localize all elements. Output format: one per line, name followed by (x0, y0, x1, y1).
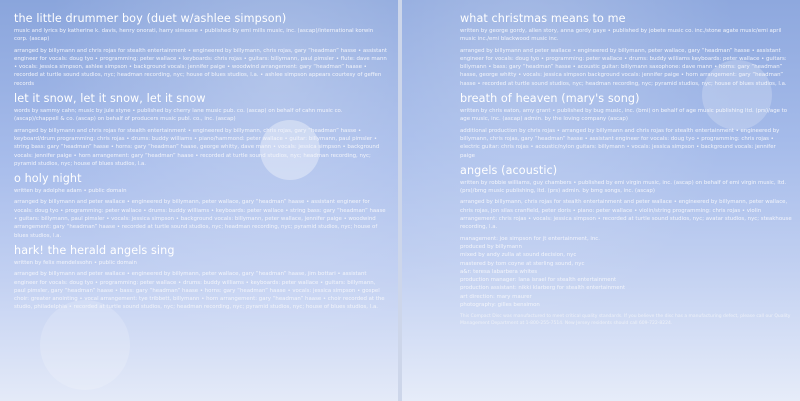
song-writers: written by george gordy, allen story, anna gordy gaye • published by jobete music co. inc./stone agate music/emi april music inc./emi blackwood music inc. (460, 28, 782, 43)
right-booklet-page (402, 0, 800, 401)
song-title: breath of heaven (mary's song) (460, 92, 640, 106)
song-block (460, 92, 792, 160)
album-credit-line: a&r: teresa labarbera whites (460, 268, 538, 275)
song-title: the little drummer boy (duet w/ashlee simpson) (14, 12, 287, 25)
song-writers: written by adolphe adam • public domain (14, 188, 127, 195)
song-title: hark! the herald angels sing (14, 243, 175, 257)
album-credit-line: production assistant: nikki klarberg for stealth entertainment (460, 285, 626, 292)
song-credits: arranged by billymann and chris rojas for stealth entertainment • engineered by billymann, chris rojas, gary “headman” hasse • assistant engineer for vocals: doug tyo • programming: peter wallace • keyboards: chris rojas • guitars: billymann, paul pimsler • flute: dave mann • vocals: jessica simpson, ashlee simpson • background vocals: jennifer paige • woodwind arrangement: gary “headman” haase • recorded at turtle sound studios, nyc; headman recording, nyc; house of blues studios, l.a. • ashlee simpson appears courtesy of geffen records (14, 47, 388, 87)
song-block (14, 172, 388, 240)
album-credit-line: mixed by andy zulla at sound decision, nyc (460, 252, 577, 259)
song-block (14, 92, 388, 168)
song-title: what christmas means to me (460, 12, 626, 25)
album-credit-line: photography: gilles bensimon (460, 302, 540, 309)
song-block (460, 12, 792, 88)
song-title: o holy night (14, 172, 82, 186)
song-writers: written by felix mendelssohn • public domain (14, 259, 137, 266)
fine-print: This Compact Disc was manufactured to meet critical quality standards. If you believe the disc has a manufacturing defect, please call our Quality Management Department at 1-800-255-7514. New Jersey residents should call 609-722-8224. (460, 314, 791, 326)
song-block (460, 164, 792, 232)
song-credits: arranged by billymann and peter wallace • engineered by billymann, peter wallace, gary “headman” haase, jim bottari • assistant engineer for vocals: doug tyo • programming: peter wallace • drums: buddy williams • keyboards: peter wallace • guitars: billymann, paul pimsler, gary “headman” haase • bass: gary “headman” haase • horns: gary “headman” haase • vocals: jessica simpson • gospel choir: greater anointing • vocal arrangement: tye tribbett, billymann • horn arrangement: gary “headman” haase • choir recorded at the studio, philadelphia • recorded at turtle sound studios, nyc; headman recording, nyc; pyramid studios, nyc; house of blues studios, l.a. (14, 271, 385, 311)
song-credits: arranged by billymann and peter wallace • engineered by billymann, peter wallace, gary “headman” hasse • assistant engineer for vocals: doug tyo • programming: peter wallace • drums: buddy williams keyboards: peter wallace • guitars: billymann • bass: gary “headman” hasse • acoustic guitar: billymann saxophone: dave mann • horns: gary “headman” hasse, george whitty • vocals: jessica simpson background vocals: jennifer paige • horn arrangement: gary “headman” hasse • recorded at turtle sound studios, nyc; headman recording, nyc; pyramid studios, nyc; house of blues studios, l.a. (460, 47, 787, 87)
song-block (14, 244, 388, 312)
song-credits: arranged by billymann and peter wallace • engineered by billymann, peter wallace, gary “headman” haase • assistant engineer for vocals: doug tyo • programming: peter wallace • drums: buddy williams • keyboards: peter wallace • string bass: gary “headman” haase • guitars: billymann, paul pimsler • vocals: jessica simpson • background vocals: billymann, peter wallace, jennifer paige • woodwind arrangement: gary “headman” haase • recorded at turtle sound studios, nyc; headman recording, nyc; pyramid studios, nyc; house of blues studios, l.a. (14, 199, 386, 239)
album-credit-line: art direction: mary maurer (460, 293, 532, 300)
album-credit-line: mastered by tom coyne at sterling sound, nyc (460, 260, 585, 267)
album-credit-line: production manager: lana israel for stealth entertainment (460, 277, 617, 284)
song-title: angels (acoustic) (460, 163, 558, 177)
song-credits: arranged by billymann and chris rojas for stealth entertainment • engineered by billymann, chris rojas, gary “headman” hasse • keyboard/drum programming: chris rojas • drums: buddy williams • piano/hammond: peter wallace • guitar: billymann, paul pimsler • string bass: gary “headman” hasse • horns: gary “headman” haase, george whitty, dave mann • vocals: jessica simpson • background vocals: jennifer paige • horn arrangement: gary “headman” haase • recorded at turtle sound studios, nyc; headman recording, nyc; pyramid studios, nyc; house of blues studios, l.a. (14, 127, 380, 167)
left-credits (14, 8, 388, 315)
album-credits (460, 235, 792, 310)
song-writers: music and lyrics by katherine k. davis, henry onorati, harry simeone • published by emi mills music, inc. (ascap)/international korwin corp. (ascap) (14, 28, 374, 43)
song-block (14, 12, 388, 88)
album-credit-line: produced by billymann (460, 243, 522, 250)
song-credits: arranged by billymann, chris rojas for stealth entertainment and peter wallace • engineered by billymann, peter wallace, chris rojas, jon silas cranfield, peter doris • piano: peter wallace • violin/string programming: chris rojas • violin arrangement: chris rojas • vocals: jessica simpson • recorded at turtle sound studios, nyc; avatar studios, nyc; steakhouse recording, l.a. (460, 199, 792, 231)
album-credit-line: management: joe simpson for jt entertainment, inc. (460, 235, 600, 242)
song-credits: additional production by chris rojas • arranged by billymann and chris rojas for stealth entertainment • engineered by billymann, chris rojas, gary “headman” hasse • assistant engineer for vocals: doug tyo • programming: chris rojas • electric guitar: chris rojas • acoustic/nylon guitars: billymann • vocals: jessica simpson • background vocals: jennifer paige (460, 127, 780, 159)
song-title: let it snow, let it snow, let it snow (14, 92, 206, 106)
left-booklet-page (0, 0, 398, 401)
song-writers: words by sammy cahn; music by jule styne • published by cherry lane music pub. co. (ascap) on behalf of cahn music co. (ascap)/chappell & co. (ascap) on behalf of producers music publ. co., inc. (ascap) (14, 108, 343, 123)
song-writers: written by chris eaton, amy grant • published by bug music, inc. (bmi) on behalf of age music publishing ltd. (prs)/age to age music, inc. (ascap) admin. by the loving company (ascap) (460, 108, 788, 123)
right-credits (460, 8, 792, 331)
song-writers: written by robbie williams, guy chambers • published by emi virgin music, inc. (ascap) on behalf of emi virgin music, ltd. (prs)/bmg music publishing, ltd. (prs) admin. by bmg songs, inc. (ascap) (460, 179, 787, 195)
